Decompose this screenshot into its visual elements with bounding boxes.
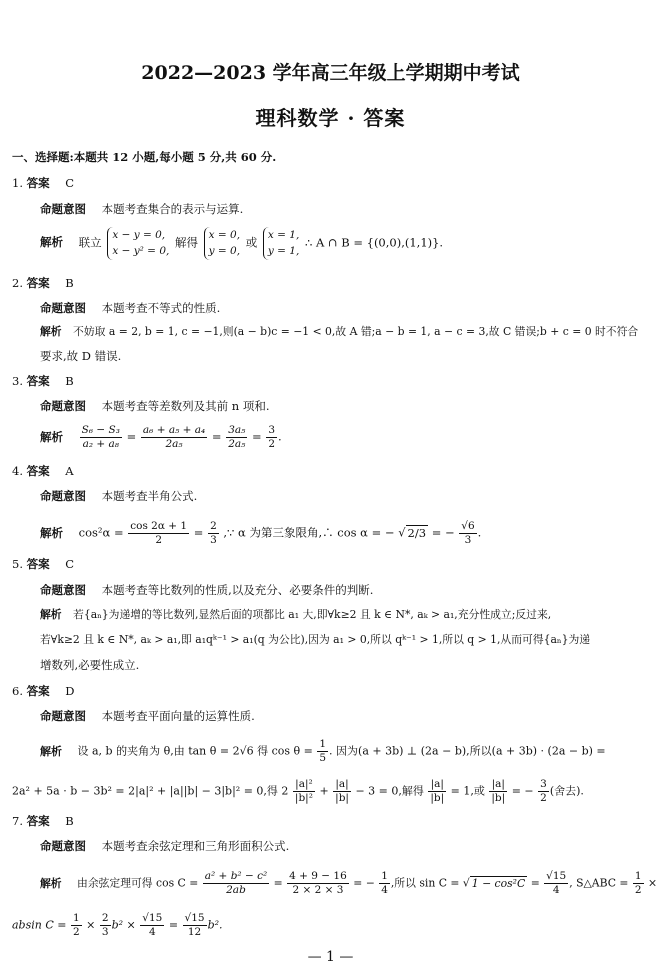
q6-intent: 本题考查平面向量的运算性质. <box>101 709 255 723</box>
q3-analysis-line <box>40 424 282 451</box>
analysis-label: 解析 <box>40 325 62 338</box>
answer-label: 答案 <box>26 814 50 828</box>
equation-system <box>263 227 299 260</box>
denominator: 2 <box>268 438 275 451</box>
q4-text: cos²α = <box>78 525 124 540</box>
fraction <box>71 912 82 939</box>
analysis-label: 解析 <box>40 876 62 890</box>
numerator: 1 <box>634 870 642 882</box>
times: × <box>648 876 658 890</box>
q5-number: 5. <box>12 557 23 571</box>
q2-intent-line <box>40 301 220 316</box>
q6-analysis-cont <box>12 778 584 805</box>
q2-answer-line <box>12 276 74 291</box>
equation-system <box>204 227 240 260</box>
q6-text: − 3 = 0,解得 <box>355 784 424 798</box>
fraction <box>544 870 568 897</box>
fraction <box>100 912 111 939</box>
denominator: 3 <box>101 926 109 939</box>
q4-answer: A <box>65 464 74 478</box>
denominator: 2a₅ <box>141 437 207 451</box>
analysis-label: 解析 <box>40 429 63 444</box>
answer-label: 答案 <box>26 374 50 388</box>
fraction <box>183 912 207 939</box>
analysis-label: 解析 <box>40 525 63 540</box>
exam-subtitle: 理科数学 · 答案 <box>255 106 406 130</box>
numerator: 2 <box>210 520 217 532</box>
numerator: |a| <box>491 778 505 790</box>
fraction <box>80 424 122 451</box>
denominator: 4 <box>544 883 568 897</box>
numerator: |a| <box>335 778 349 790</box>
equals: = <box>273 876 283 890</box>
numerator: a² + b² − c² <box>204 870 268 882</box>
system-row: x = 0, <box>208 229 241 241</box>
fraction <box>333 778 351 805</box>
fraction <box>633 870 644 897</box>
q5-answer: C <box>65 557 75 571</box>
q1-text: ∴ A ∩ B = {(0,0),(1,1)}. <box>305 235 444 250</box>
q1-number: 1. <box>12 176 23 190</box>
fraction <box>141 424 207 451</box>
q7-analysis-line: 解析 由余弦定理可得 cos C = $\frac{\text{a² + b² − c²}}{2ab}$ = $\frac{4 + 9 - 16}{2 \times 2 \times 3}$ = − $\frac{1}{4}$ ,所以 sin C = √ 1 − cos²C = $\frac{√15}{4}$ , S△ABC = $\frac{1}{2}$ × <box>40 870 658 897</box>
q5-analysis-cont: 若∀k≥2 且 k ∈ N*, aₖ > a₁,即 a₁qᵏ⁻¹ > a₁(q 为公比),因为 a₁ > 0,所以 qᵏ⁻¹ > 1,所以 q > 1,从而可得{aₙ}为递 <box>40 633 591 646</box>
equation-system <box>107 227 169 260</box>
denominator: |b| <box>335 792 349 805</box>
intent-label: 命题意图 <box>40 583 86 597</box>
fraction <box>459 520 476 547</box>
numerator: 1 <box>319 738 327 750</box>
q4-number: 4. <box>12 464 23 478</box>
q3-intent-line <box>40 399 270 414</box>
q7-answer-line <box>12 814 74 829</box>
answer-label: 答案 <box>26 464 50 478</box>
denominator: 12 <box>183 925 207 939</box>
denominator: 2a₅ <box>228 438 246 451</box>
q4-text: = − <box>431 525 455 540</box>
q6-analysis-line <box>40 738 606 765</box>
numerator: 2 <box>101 912 109 924</box>
q7-text: = − <box>353 876 375 890</box>
equals: = <box>126 429 137 444</box>
q1-analysis-line <box>40 227 443 260</box>
fraction <box>287 870 349 897</box>
denominator: 4 <box>140 925 164 939</box>
q6-text: 设 a, b 的夹角为 θ,由 tan θ = 2√6 得 cos θ = <box>77 744 313 758</box>
q6-answer-line <box>12 684 75 699</box>
q7-text: b² × <box>111 918 136 932</box>
q4-text: ,∵ α 为第三象限角,∴ cos α = − <box>223 525 395 540</box>
numerator: cos 2α + 1 <box>130 520 188 532</box>
q4-intent-line <box>40 489 197 504</box>
plus: + <box>319 784 329 798</box>
answer-label: 答案 <box>26 276 50 290</box>
q6-text: = 1,或 <box>450 784 485 798</box>
q1-text: 或 <box>245 235 258 250</box>
denominator: 2 <box>72 926 80 939</box>
q5-intent-line <box>40 583 373 598</box>
denominator: |b| <box>491 792 506 805</box>
answer-label: 答案 <box>26 684 50 698</box>
denominator: 2 <box>634 884 642 897</box>
denominator: 2 <box>540 792 547 805</box>
denominator: 3 <box>459 533 476 547</box>
equals: = <box>168 918 179 932</box>
denominator: a₂ + a₈ <box>80 437 122 451</box>
numerator: 3a₅ <box>228 424 246 436</box>
numerator: 3 <box>540 778 547 790</box>
q7-number: 7. <box>12 814 23 828</box>
q6-text: (舍去). <box>549 784 584 798</box>
fraction <box>266 424 277 451</box>
q7-text: ,所以 sin C = <box>390 876 460 890</box>
q1-text: 联立 <box>78 235 102 250</box>
denominator: 5 <box>319 752 327 765</box>
q2-intent: 本题考查不等式的性质. <box>101 301 221 315</box>
equals: = <box>252 429 262 444</box>
denominator: 4 <box>381 884 388 897</box>
fraction <box>538 778 549 805</box>
system-row: y = 1, <box>267 245 300 258</box>
system-row: x = 1, <box>267 229 300 241</box>
q6-text: 2a² + 5a · b − 3b² = 2|a|² + |a||b| − 3|b|² = 0,得 2 <box>12 784 289 798</box>
q6-intent-line <box>40 709 255 724</box>
page-number: — 1 — <box>307 949 354 965</box>
system-row: x − y = 0, <box>112 229 166 241</box>
intent-label: 命题意图 <box>40 839 86 853</box>
denominator: 2 × 2 × 3 <box>287 883 349 897</box>
fraction <box>293 778 315 805</box>
q6-answer: D <box>65 684 75 698</box>
numerator: 1 <box>381 870 388 882</box>
q5-analysis-line <box>40 608 551 622</box>
sqrt-radicand: 2/3 <box>407 525 427 540</box>
period: . <box>278 429 282 444</box>
fraction <box>489 778 507 805</box>
fraction <box>379 870 390 897</box>
numerator: √15 <box>184 912 205 924</box>
fraction <box>226 424 247 451</box>
system-row: x − y² = 0, <box>112 245 170 258</box>
exam-title: 2022—2023 学年高三年级上学期期中考试 <box>141 62 520 84</box>
numerator: √15 <box>142 912 163 924</box>
numerator: |a| <box>430 778 444 790</box>
analysis-label: 解析 <box>40 235 63 250</box>
q4-analysis-line: 解析 cos²α = $\frac{\cos 2\alpha + 1}{2}$ = $\frac{2}{3}$ ,∵ α 为第三象限角,∴ cos α = − √ 2/3 = − $\frac{√6}{3}$ . <box>40 520 482 547</box>
fraction <box>140 912 164 939</box>
q2-number: 2. <box>12 276 23 290</box>
q3-intent: 本题考查等差数列及其前 n 项和. <box>101 399 270 413</box>
intent-label: 命题意图 <box>40 709 86 723</box>
q2-analysis-cont: 要求,故 D 错误. <box>40 349 122 363</box>
q7-text: 由余弦定理可得 cos C = <box>77 876 199 890</box>
numerator: 4 + 9 − 16 <box>289 870 347 882</box>
denominator: |b| <box>430 792 445 805</box>
q3-answer: B <box>65 374 74 388</box>
q4-intent: 本题考查半角公式. <box>101 489 198 503</box>
q7-intent-line <box>40 839 289 854</box>
q6-number: 6. <box>12 684 23 698</box>
q3-answer-line <box>12 374 74 389</box>
analysis-label: 解析 <box>40 608 62 621</box>
fraction <box>208 520 219 547</box>
answer-label: 答案 <box>26 557 50 571</box>
q5-text: 若{aₙ}为递增的等比数列,显然后面的项都比 a₁ 大,即∀k≥2 且 k ∈ N*, aₖ > a₁,充分性成立;反过来, <box>73 608 552 621</box>
q1-intent: 本题考查集合的表示与运算. <box>101 202 244 216</box>
times: × <box>86 918 96 932</box>
q1-answer: C <box>65 176 75 190</box>
q6-text: = − <box>511 784 534 798</box>
q7-text: absin C = <box>12 918 67 932</box>
intent-label: 命题意图 <box>40 202 86 216</box>
fraction <box>203 870 269 897</box>
q1-intent-line <box>40 202 243 217</box>
q1-answer-line <box>12 176 74 191</box>
equals: = <box>211 429 222 444</box>
denominator: |b|² <box>294 792 313 805</box>
q1-text: 解得 <box>175 235 198 250</box>
denominator: 2 <box>128 533 189 547</box>
equals: = <box>530 876 540 890</box>
fraction <box>128 520 189 547</box>
numerator: √6 <box>461 520 475 532</box>
analysis-label: 解析 <box>40 744 62 758</box>
q3-number: 3. <box>12 374 23 388</box>
q2-answer: B <box>65 276 74 290</box>
fraction <box>428 778 446 805</box>
answer-label: 答案 <box>26 176 50 190</box>
denominator: 2ab <box>203 883 269 897</box>
q7-answer: B <box>65 814 74 828</box>
q5-answer-line <box>12 557 74 572</box>
fraction <box>317 738 328 765</box>
intent-label: 命题意图 <box>40 301 86 315</box>
q2-analysis-line <box>40 325 638 339</box>
q4-answer-line <box>12 464 74 479</box>
numerator: √15 <box>546 870 567 882</box>
q7-analysis-cont <box>12 912 223 939</box>
numerator: a₆ + a₅ + a₄ <box>142 424 206 436</box>
sqrt-radicand: 1 − cos²C <box>471 876 526 890</box>
numerator: 3 <box>268 424 275 436</box>
q7-text: b². <box>207 918 223 932</box>
section-heading: 一、选择题:本题共 12 小题,每小题 5 分,共 60 分. <box>12 150 277 164</box>
q2-text: 不妨取 a = 2, b = 1, c = −1,则(a − b)c = −1 < 0,故 A 错;a − b = 1, a − c = 3,故 C 错误;b + c = 0 时不符合 <box>73 325 639 338</box>
q7-intent: 本题考查余弦定理和三角形面积公式. <box>101 839 290 853</box>
period: . <box>477 525 482 540</box>
denominator: 3 <box>210 534 217 547</box>
intent-label: 命题意图 <box>40 489 86 503</box>
q5-intent: 本题考查等比数列的性质,以及充分、必要条件的判断. <box>101 583 374 597</box>
numerator: |a|² <box>295 778 313 790</box>
numerator: 1 <box>72 912 80 924</box>
system-row: y = 0, <box>208 245 241 258</box>
q5-analysis-cont: 增数列,必要性成立. <box>40 658 140 672</box>
intent-label: 命题意图 <box>40 399 86 413</box>
q7-text: , S△ABC = <box>569 876 629 890</box>
q6-text: . 因为(a + 3b) ⊥ (2a − b),所以(a + 3b) · (2a − b) = <box>329 744 606 758</box>
numerator: S₆ − S₃ <box>81 424 120 436</box>
